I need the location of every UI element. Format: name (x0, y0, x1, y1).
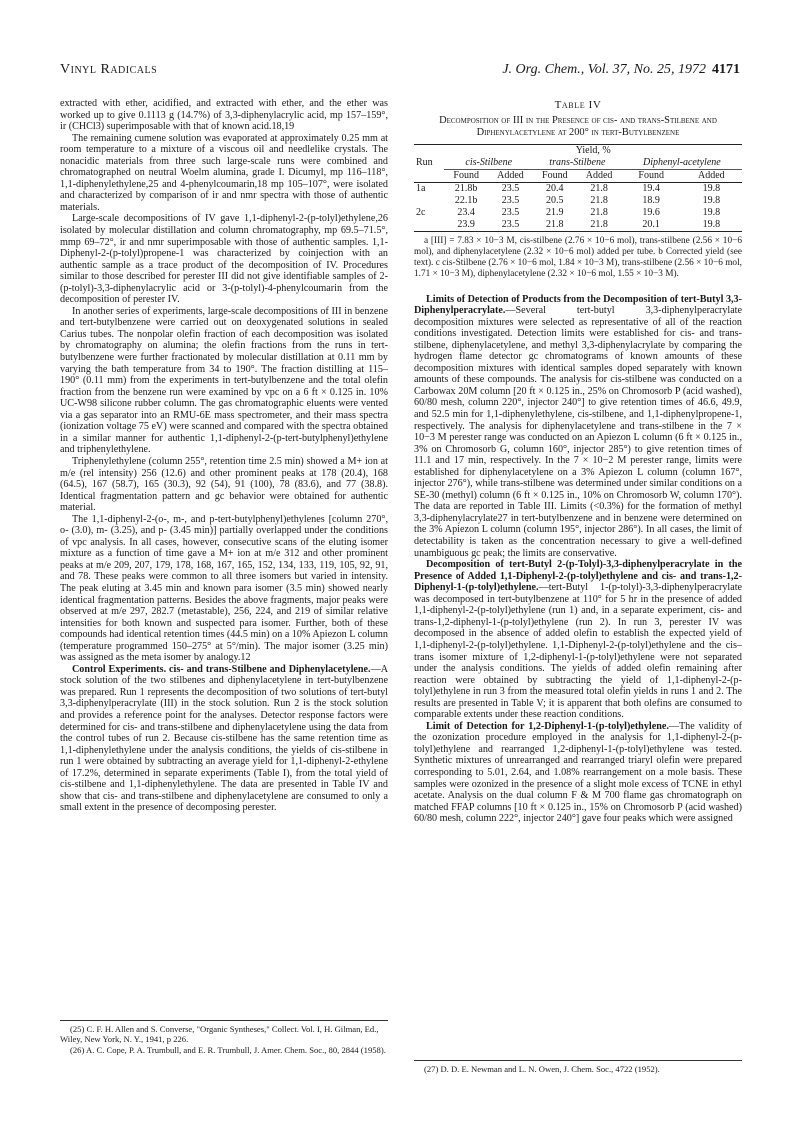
run-cell (414, 195, 444, 207)
table-cell: 21.9 (546, 206, 564, 218)
table-cell: 22.1b (454, 194, 478, 206)
paragraph: The remaining cumene solution was evaporated at approximately 0.25 mm at room temperature to a mixture of a viscous oil and needlelike crystals. The nonacidic materials from three such large-scale runs were combined and chromatographed on neutral Woelm alumina, grade I. Dicumyl, mp 116–118°, 1,1-diphenylethylene,25 and 4-phenylcoumarin,18 mp 105–107°, were isolated and characterized by comparison of ir and nmr spectra with those of authentic materials. (60, 132, 388, 213)
subheader: Found (444, 169, 488, 182)
group-header: cis-Stilbene (444, 157, 533, 170)
section-title: Limits of Detection of Products from the Decomposition of tert-Butyl 3,3-Diphenylperacrylate. (414, 293, 742, 317)
run-cell: 2c (416, 206, 426, 218)
table-cell: 23.5 (501, 206, 520, 218)
table-iv (414, 100, 742, 280)
section-text: —Several tert-butyl 3,3-diphenylperacrylate decomposition mixtures were selected as representative of all of the reaction conditions investigated. Detection limits were established for cis- and trans-stilbene, diphenylacetylene, and methyl 3,3-diphenylacrylate by comparing the hydrogen flame detector gc chromatograms of known amounts of these decomposition mixtures with identical samples doped separately with known amounts of these compounds. The analysis for cis-stilbene was conducted on a Carbowax 20M column [20 ft × 0.125 in., 25% on Chromosorb P (acid washed), 60/80 mesh, column 220°, injector 240°] to give retention times of 46.6, 49.9, and 52.5 min for 1,1-diphenylethylene, cis-stilbene, and 1,1-diphenylpropene-1, respectively. The analysis for diphenylacetylene and trans-stilbene in the 7 × 10−3 M perester range was conducted on an Apiezon L column (6 ft × 0.125 in., 3% on Chromosorb G, column 160°, injector 285°) to give retention times of 11.1 and 17 min, respectively. In the 7 × 10−2 M perester range, limits were established for diphenylacetylene on a 3% Apiezon L column (column 167°, injector 276°), while trans-stilbene was determined under similar conditions on a SE-30 (methyl) column (6 ft × 0.125 in., 10% on Chromosorb W, column 170°). The data are reported in Table III. Limits (<0.3%) for the formation of methyl 3,3-diphenylacrylate27 in tert-butylbenzene and in benzene were determined on the 3% Apiezon L column (column 195°, injector 286°). In all cases, the limit of detectability is taken as the concentration necessary to give a well-defined unambiguous gc peak; the limits are conservative. (414, 305, 742, 559)
data-table (414, 144, 742, 232)
journal-citation (502, 62, 740, 78)
table-cell: 19.8 (681, 219, 742, 232)
table-cell: 19.8 (702, 206, 721, 218)
paragraph: The 1,1-diphenyl-2-(o-, m-, and p-tert-butylphenyl)ethylenes [column 270°, o- (3.0), m- (3.25), and p- (3.45 min)] partially overlapped under the conditions of vpc analysis. In all cases, however, consecutive scans of the eluting isomer mixture as a function of time gave a M+ ion at m/e 312 and other prominent peaks at m/e 209, 207, 179, 178, 168, 167, 165, 152, 134, 133, 119, 105, 92, 91, and 78. These peaks were common to all three isomers but varied in intensity. The peak eluting at 3.45 min and known para isomer (3.5 min) showed nearly identical fragmentation patterns. Besides the above fragments, major peaks were observed at m/e 297, 282.7 (metastable), 256, 224, and 219 of similar relative intensities for both known and suspected para isomer. Further, both of these compounds had identical retention times (44.5 min) on a 10% Apiezon L column (temperature programmed 150–275° at 5°/min). The major isomer (3.25 min) was assigned as the meta isomer by analogy.12 (60, 513, 388, 664)
section-paragraph (414, 721, 742, 825)
table-caption: Decomposition of III in the Presence of cis- and trans-Stilbene and Diphenylacetylene at 200° in tert-Butylbenzene (439, 114, 717, 138)
yield-header: Yield, % (444, 144, 742, 157)
section-text: —The validity of the ozonization procedure employed in the analysis for 1,1-diphenyl-2-(p-tolyl)ethylene and rearranged 1,2-diphenyl-1-(p-tolyl)ethylene was tested. Synthetic mixtures of unrearranged and rearranged triaryl olefin were prepared corresponding to 5.01, 2.64, and 1.08% rearrangement on a mole basis. These samples were ozonized in the presence of a slight mole excess of TCNE in ethyl acetate. Analysis on the dual column F & M 700 flame gas chromatograph on matched FFAP columns [10 ft × 0.125 in., 15% on Chromosorb P (acid washed) 60/80 mesh, column 222°, injector 240°] gave four peaks which were assigned (414, 720, 743, 825)
table-footnote: a [III] = 7.83 × 10−3 M, cis-stilbene (2.76 × 10−6 mol), trans-stilbene (2.56 × 10−6 mol), and diphenylacetylene (2.32 × 10−6 mol) added per tube. b Corrected yield (see text). c cis-Stilbene (2.76 × 10−6 mol, 1.84 × 10−3 M), trans-stilbene (2.56 × 10−6 mol, 1.71 × 10−3 M), diphenylacetylene (2.32 × 10−6 mol, 1.55 × 10−3 M). (414, 235, 742, 279)
section-text: —tert-Butyl 1-(p-tolyl)-3,3-diphenylperacrylate was decomposed in tert-butylbenzene at 110° for 5 hr in the presence of added 1,1-diphenyl-2-(p-tolyl)ethylene (run 1) and, in a separate experiment, cis- and trans-1,2-diphenyl-1-(p-tolyl)ethylene (run 2). In run 3, perester IV was decomposed in the absence of added olefin to establish the expected yield of 1,1-diphenyl-2-(p-tolyl)ethylene. 1,1-Diphenyl-2-(p-tolyl)ethylene and the cis–trans isomer mixture of 1,2-diphenyl-1-(p-tolyl)ethylene were not separated under the analysis conditions. The yields of added olefin remaining after reaction were obtained by subtracting the yield of 1,1-diphenyl-2-(p-tolyl)ethylene in run 3 from the measured total olefin yields in runs 1 and 2. The results are presented in Table V; it is apparent that both olefins are consumed to comparable extents under these reaction conditions. (414, 582, 742, 721)
paragraph: In another series of experiments, large-scale decompositions of III in benzene and tert-butylbenzene were carried out on deoxygenated solutions in sealed Carius tubes. The nonpolar olefin fraction of each decomposition was isolated by chromatography on alumina; the olefin fractions from the runs in tert-butylbenzene were further fractionated by molecular distillation at 0.11 mm by varying the bath temperature from 34 to 190°. The fraction distilling at 115–190° (0.11 mm) from the experiments in tert-butylbenzene and the total olefin fraction from the benzene run were examined by vpc on a 6 ft × 0.125 in. 10% UC-W98 silicone rubber column. The gas chromatographic eluents were vented via a gas separator into an RMU-6E mass spectrometer, and their mass spectra (ionization voltage 75 eV) were scanned and compared with the spectra obtained in a similar manner for authentic 1,1-diphenyl-2-(p-tert-butylphenyl)ethylene and triphenylethylene. (60, 305, 388, 456)
subheader: Found (533, 169, 577, 182)
table-group-row (414, 157, 742, 170)
run-cell: 1a (416, 182, 426, 194)
table-row (414, 195, 742, 207)
table-cell: 19.6 (642, 206, 660, 218)
section-title: Limit of Detection for 1,2-Diphenyl-1-(p-tolyl)ethylene. (426, 720, 669, 732)
right-column (414, 98, 742, 825)
table-cell: 21.8b (454, 182, 478, 194)
left-column (60, 98, 388, 814)
page-number: 4171 (712, 62, 740, 77)
table-cell: 20.4 (546, 182, 564, 194)
footnote: (27) D. D. E. Newman and L. N. Owen, J. Chem. Soc., 4722 (1952). (424, 1064, 660, 1074)
table-cell: 21.8 (533, 219, 577, 232)
table-row (414, 219, 742, 232)
table-cell: 21.8 (590, 194, 608, 206)
section-title: Decomposition of tert-Butyl 2-(p-Tolyl)-3,3-diphenylperacrylate in the Presence of Added 1,1-Diphenyl-2-(p-tolyl)ethylene and cis- and trans-1,2-Diphenyl-1-(p-tolyl)ethylene. (414, 559, 742, 594)
section-text: —A stock solution of the two stilbenes and diphenylacetylene in tert-butylbenzene was prepared. Run 1 represents the decomposition of two solutions of tert-butyl 3,3-diphenylperacrylate (III) in the stock solution. Run 2 is the stock solution and provides a reference point for the analyses. Detector response factors were determined for cis- and trans-stilbene and diphenylacetylene using the data from the control tubes of run 2. Because cis-stilbene has the same retention time as 1,1-diphenylethylene under the analysis conditions, the yields of cis-stilbene in run 1 were obtained by subtracting an average yield for 1,1-diphenyl-2-ethylene of 17.2%, determined in separate experiments (Table I), from the total yield of cis-stilbene and 1,1-diphenylethylene. The data are presented in Table IV and show that cis- and trans-stilbene and diphenylacetylene are consumed to only a small extent in the presence of decomposing perester. (60, 663, 388, 814)
spacer (414, 280, 742, 294)
footnotes-left (60, 1020, 388, 1056)
subheader: Added (577, 169, 622, 182)
table-cell: 21.8 (577, 219, 622, 232)
table-cell: 23.5 (501, 194, 520, 206)
subheader: Found (622, 169, 681, 182)
table-cell: 23.9 (444, 219, 488, 232)
footnote: (26) A. C. Cope, P. A. Trumbull, and E. R. Trumbull, J. Amer. Chem. Soc., 80, 2844 (1958). (70, 1045, 386, 1055)
table-cell: 19.4 (642, 182, 660, 194)
subheader: Added (488, 169, 533, 182)
journal-name: J. Org. Chem., Vol. 37, No. 25, 1972 (502, 62, 706, 77)
run-header: Run (416, 156, 433, 168)
group-header: trans-Stilbene (533, 157, 622, 170)
table-cell: 19.8 (702, 182, 721, 194)
section-title: Control Experiments. cis- and trans-Stilbene and Diphenylacetylene. (72, 663, 371, 675)
table-cell: 23.5 (488, 219, 533, 232)
table-cell: 23.5 (501, 182, 520, 194)
page-header (60, 62, 740, 82)
section-paragraph (60, 664, 388, 814)
table-cell: 21.8 (590, 182, 608, 194)
table-cell: 21.8 (590, 206, 608, 218)
running-head: Vinyl Radicals (60, 62, 158, 77)
table-label: Table IV (554, 99, 602, 111)
group-header: Diphenyl-acetylene (622, 157, 742, 170)
table-notes (414, 236, 742, 280)
section-paragraph (414, 294, 742, 560)
subheader: Added (681, 169, 742, 182)
section-paragraph (414, 559, 742, 721)
table-subheader-row (414, 169, 742, 182)
footnote: (25) C. F. H. Allen and S. Converse, "Organic Syntheses," Collect. Vol. I, H. Gilman, Ed., Wiley, New York, N. Y., 1941, p 226. (60, 1024, 379, 1044)
footnotes-right (414, 1060, 742, 1074)
run-cell (414, 219, 444, 232)
table-row (414, 207, 742, 219)
table-header-row (414, 144, 742, 157)
table-cell: 18.9 (642, 194, 660, 206)
paragraph: Triphenylethylene (column 255°, retention time 2.5 min) showed a M+ ion at m/e (rel intensity) 256 (12.6) and other prominent peaks at 178 (20.4), 168 (64.5), 167 (58.7), 165 (30.3), 92 (54), 91 (100), 78 (83.6), and 77 (38.8). Identical fragmentation pattern and gc behavior were obtained for authentic material. (60, 455, 388, 514)
paragraph: extracted with ether, acidified, and extracted with ether, and the ether was worked up to give 0.1113 g (14.7%) of 3,3-diphenylacrylic acid, mp 157–159°, ir (CHCl3) superimposable with that of known acid.18,19 (60, 98, 388, 133)
paragraph: Large-scale decompositions of IV gave 1,1-diphenyl-2-(p-tolyl)ethylene,26 isolated by molecular distillation and column chromatography, mp 69.5–71.5°, mmp 69–72°, ir and nmr superimposable with those of authentic samples. 1,1-Diphenyl-2-(p-tolyl)propene-1 was characterized by coinjection with an authentic sample as a trace product of the decomposition of IV. Procedures similar to those described for perester III did not give identifiable samples of 2-(p-tolyl)-3,3-diphenylacrylic acid or 3-(p-tolyl)-4-phenylcoumarin from the decomposition of perester IV. (60, 213, 388, 306)
table-cell: 23.4 (457, 206, 475, 218)
table-cell: 20.5 (546, 194, 564, 206)
table-cell: 20.1 (622, 219, 681, 232)
table-row (414, 182, 742, 195)
table-cell: 19.8 (702, 194, 721, 206)
